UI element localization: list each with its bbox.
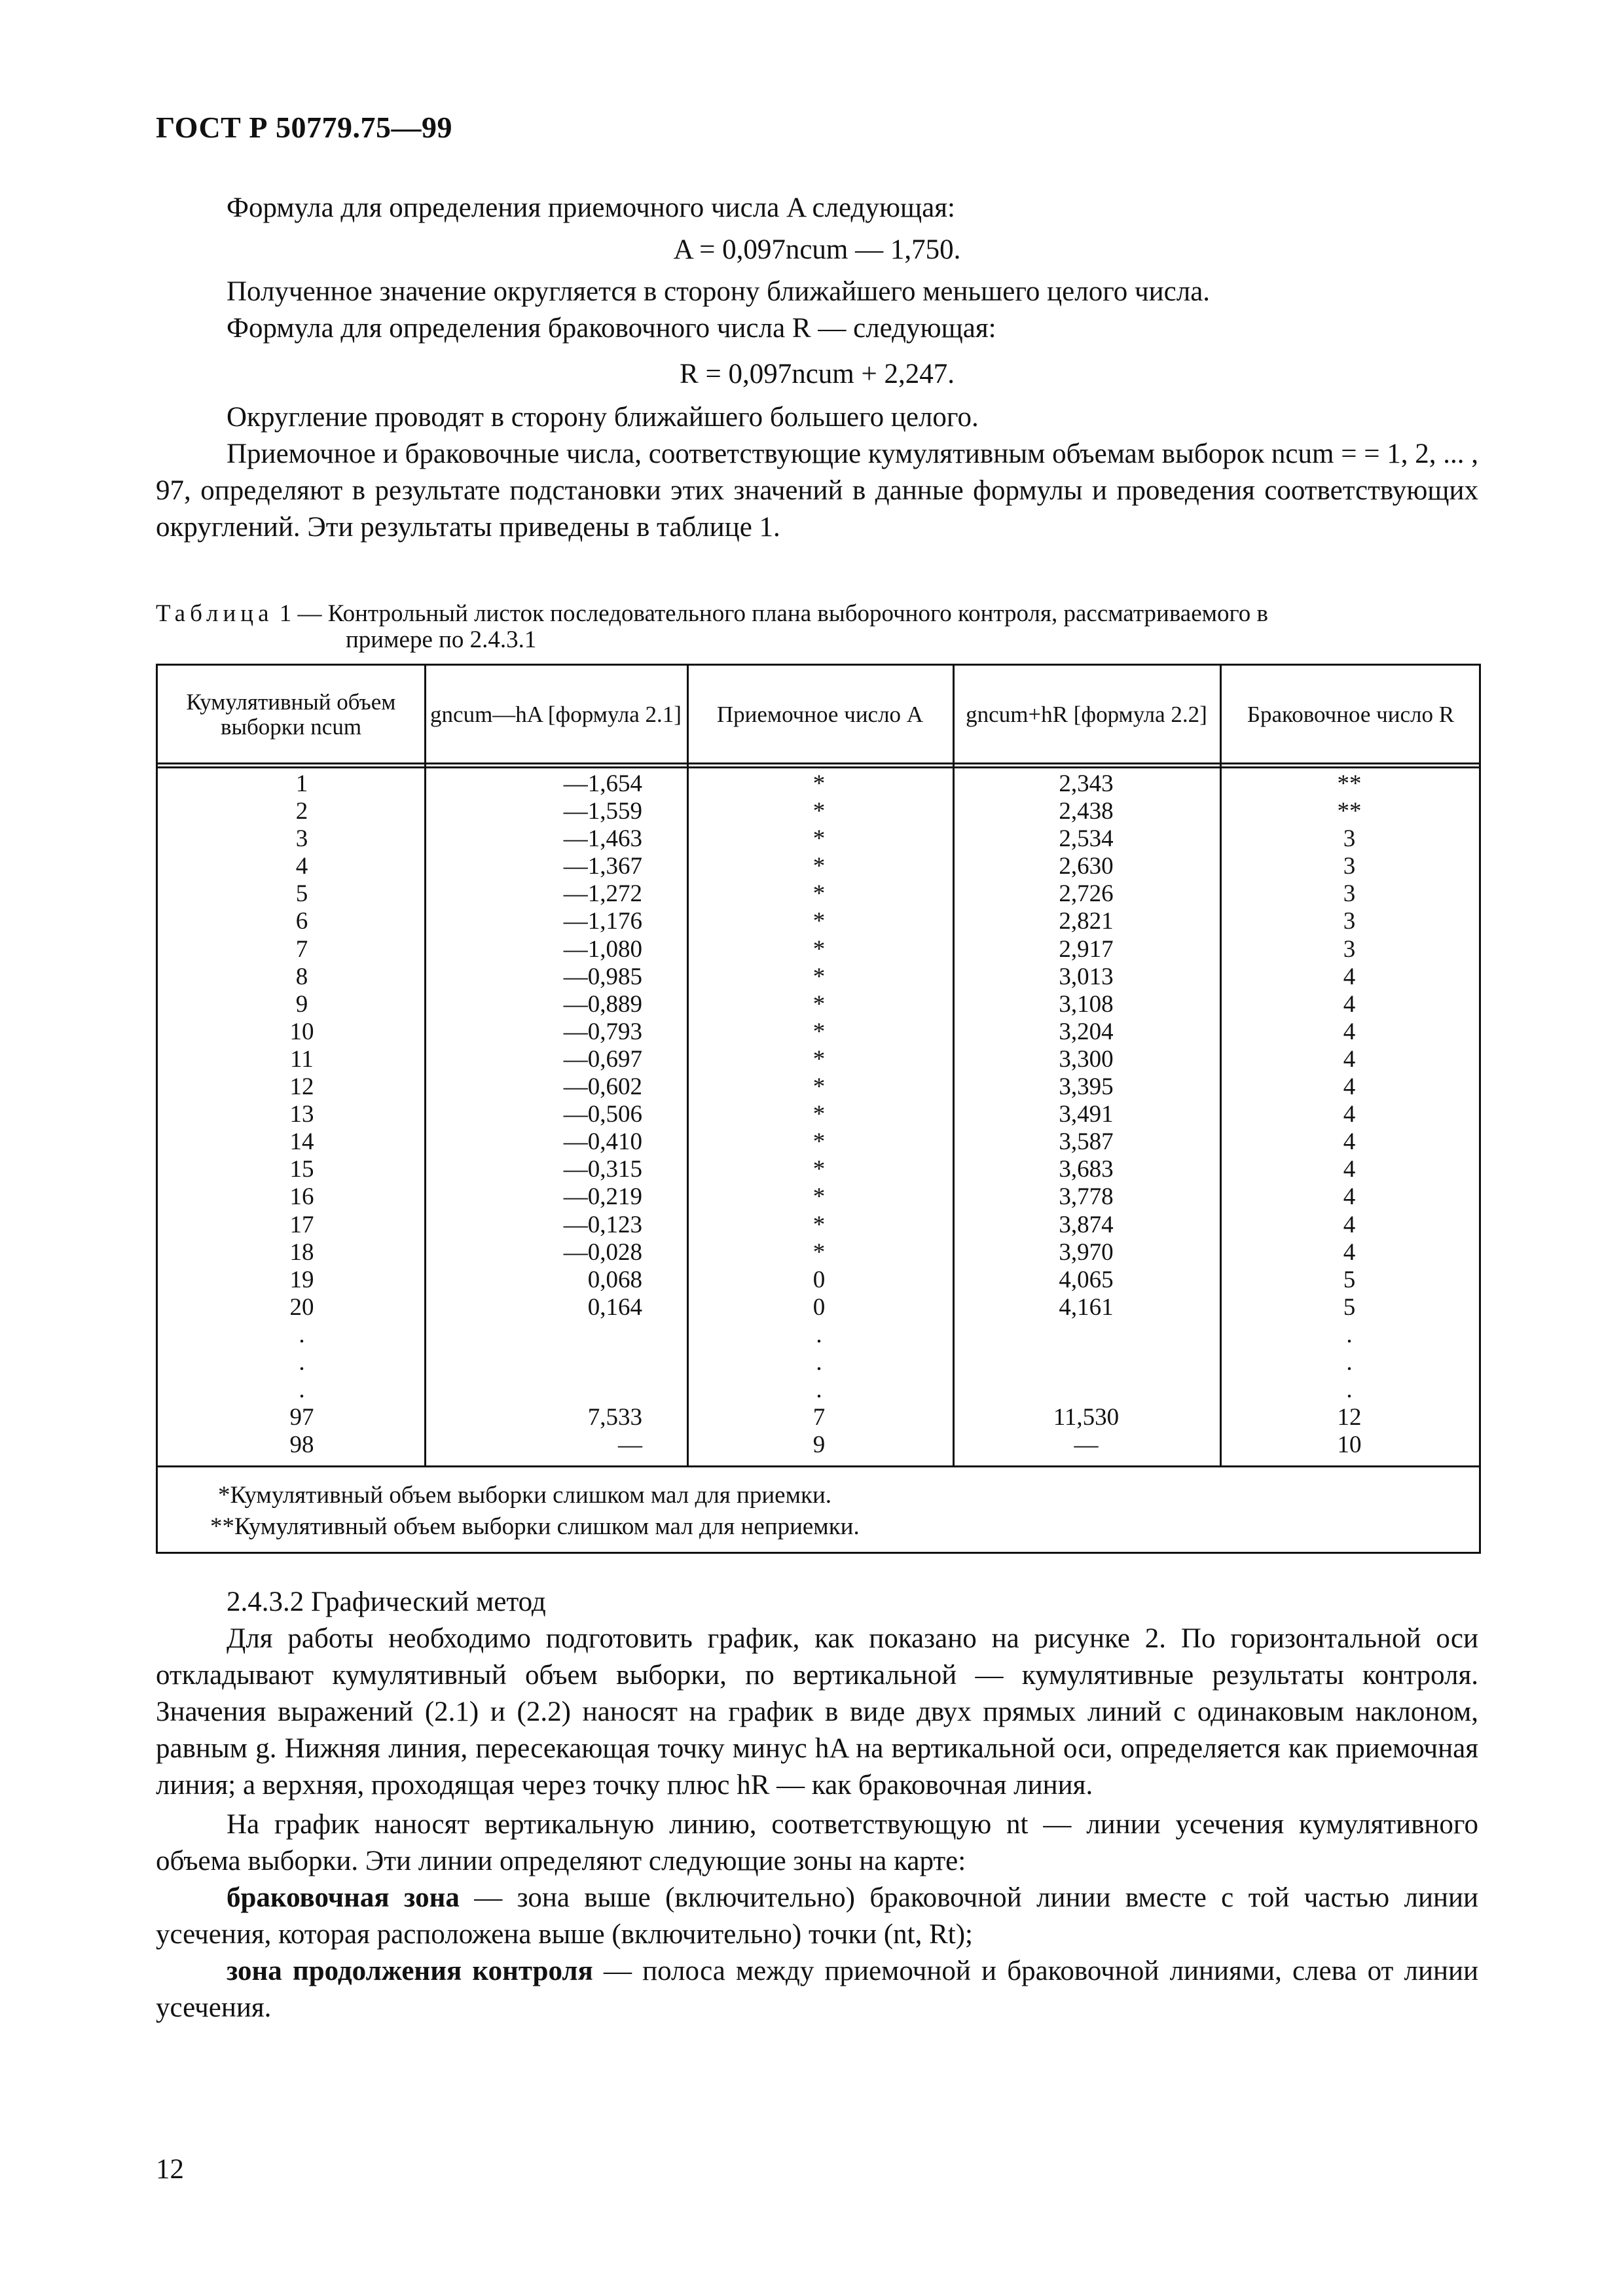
table-cell: 2,343 — [1059, 770, 1114, 797]
intro-section — [156, 190, 1478, 546]
table-cell: . — [1346, 1376, 1353, 1404]
table-cell: . — [816, 1321, 822, 1348]
graphic-method-section — [156, 1584, 1478, 2026]
intro-paragraph-4: Округление проводят в сторону ближайшего большего целого. — [227, 402, 979, 433]
table-cell: 9 — [295, 990, 308, 1018]
table-cell: * — [812, 770, 826, 797]
table-cell: —1,559 — [563, 798, 642, 825]
table-cell: 3,300 — [1059, 1045, 1114, 1073]
table-cell: . — [1346, 1321, 1353, 1348]
table-cell: 3,395 — [1059, 1073, 1114, 1101]
table-cell: 4 — [1343, 1101, 1356, 1128]
table-cell: 3,587 — [1059, 1128, 1114, 1156]
table-cell: — — [1074, 1431, 1099, 1459]
table-cell: * — [812, 1156, 826, 1183]
table-cell: 4 — [1343, 1183, 1356, 1211]
table-cell: * — [812, 880, 826, 908]
table-cell: —0,410 — [563, 1128, 642, 1156]
table-cell: * — [812, 1045, 826, 1073]
table-cell: 5 — [295, 880, 308, 908]
table-cell: 0,164 — [587, 1293, 642, 1321]
table-cell: * — [812, 798, 826, 825]
table-cell: —1,367 — [563, 853, 642, 880]
table-cell: 7,533 — [587, 1404, 642, 1431]
table-cell: 0 — [812, 1293, 826, 1321]
table-cell: 14 — [289, 1128, 314, 1156]
table-cell: . — [299, 1348, 305, 1376]
table-cell: 3,874 — [1059, 1211, 1114, 1238]
table-cell: 3,204 — [1059, 1018, 1114, 1045]
table-cell: * — [812, 990, 826, 1018]
table-cell: 11,530 — [1053, 1404, 1120, 1431]
table-cell: 3,778 — [1059, 1183, 1114, 1211]
table-caption-label: Таблица — [156, 600, 274, 627]
table-cell: —0,985 — [563, 963, 642, 990]
table-cell: 5 — [1343, 1266, 1356, 1293]
table-notes-divider — [158, 1465, 1479, 1467]
table-caption — [156, 601, 1478, 653]
document-header-code: ГОСТ Р 50779.75—99 — [156, 111, 452, 144]
term-rejection-zone: браковочная зона — [227, 1882, 460, 1913]
table-cell: 3,013 — [1059, 963, 1114, 990]
table-cell: —1,272 — [563, 880, 642, 908]
table-header-rejection-number: Браковочное число R — [1247, 702, 1455, 727]
table-cell: 4 — [1343, 1156, 1356, 1183]
table-cell: 17 — [289, 1211, 314, 1238]
table-cell: 2 — [295, 798, 308, 825]
table-cell: 3 — [1343, 825, 1356, 853]
table-cell: 6 — [295, 908, 308, 935]
formula-rejection: R = 0,097ncum + 2,247. — [680, 359, 955, 389]
table-cell: 15 — [289, 1156, 314, 1183]
table-cell: 2,534 — [1059, 825, 1114, 853]
table-cell: 4 — [1343, 990, 1356, 1018]
table-cell: ** — [1337, 770, 1362, 797]
table-header-cumulative-size: Кумулятивный объем выборки ncum — [186, 689, 396, 740]
table-cell: 2,630 — [1059, 853, 1114, 880]
table-cell: 2,726 — [1059, 880, 1114, 908]
table-caption-text: 1 — Контрольный листок последовательного плана выборочного контроля, рассматриваемого в — [279, 600, 1269, 627]
table-cell: * — [812, 1211, 826, 1238]
table-cell: 8 — [295, 963, 308, 990]
table-cell: 3,108 — [1059, 990, 1114, 1018]
table-cell: 3 — [1343, 908, 1356, 935]
table-column-cumulative-size — [158, 770, 446, 1459]
intro-paragraph-3: Формула для определения браковочного числа R — следующая: — [227, 313, 996, 344]
table-cell — [942, 1376, 1230, 1404]
table-cell: 2,821 — [1059, 908, 1114, 935]
table-cell: 13 — [289, 1101, 314, 1128]
table-cell: * — [812, 963, 826, 990]
table-cell: * — [812, 853, 826, 880]
table-cell: 20 — [289, 1293, 314, 1321]
table-cell: —0,602 — [563, 1073, 642, 1101]
table-cell: 9 — [812, 1431, 826, 1459]
table-cell: 3 — [295, 825, 308, 853]
table-cell: . — [1346, 1348, 1353, 1376]
table-cell: —0,793 — [563, 1018, 642, 1045]
table-cell: 19 — [289, 1266, 314, 1293]
table-note-1: *Кумулятивный объем выборки слишком мал для приемки. — [218, 1482, 832, 1509]
table-cell: * — [812, 1101, 826, 1128]
table-cell: 2,917 — [1059, 935, 1114, 963]
table-cell: 3 — [1343, 935, 1356, 963]
table-cell: 0,068 — [587, 1266, 642, 1293]
table-cell: * — [812, 1128, 826, 1156]
table-cell: . — [299, 1321, 305, 1348]
table-cell: . — [299, 1376, 305, 1404]
table-cell: * — [812, 825, 826, 853]
table-cell: * — [812, 908, 826, 935]
table-cell: 4 — [1343, 1018, 1356, 1045]
table-cell: — — [618, 1431, 642, 1459]
table-cell: —0,028 — [563, 1238, 642, 1266]
table-header-acceptance-number: Приемочное число A — [716, 702, 924, 727]
table-cell: 1 — [295, 770, 308, 797]
table-cell: 7 — [295, 935, 308, 963]
table-cell: 4 — [1343, 1238, 1356, 1266]
table-cell: —0,506 — [563, 1101, 642, 1128]
table-cell: —1,080 — [563, 935, 642, 963]
table-cell: 4 — [1343, 1128, 1356, 1156]
table-header-formula-2-1: gncum—hA [формула 2.1] — [430, 702, 682, 727]
table-cell: ** — [1337, 798, 1362, 825]
table-header-divider-double — [158, 766, 1479, 768]
table-cell: 4 — [295, 853, 308, 880]
table-column-rejection-number — [1205, 770, 1493, 1459]
table-cell — [446, 1349, 642, 1376]
table-cell: * — [812, 1238, 826, 1266]
table-cell: 11 — [290, 1045, 314, 1073]
table-cell: 98 — [289, 1431, 314, 1459]
table-note-2: **Кумулятивный объем выборки слишком мал для неприемки. — [210, 1513, 860, 1540]
table-cell: * — [812, 935, 826, 963]
table-cell: 4,161 — [1059, 1293, 1114, 1321]
results-table — [156, 664, 1481, 1554]
table-cell: 4 — [1343, 963, 1356, 990]
table-cell: 3,970 — [1059, 1238, 1114, 1266]
section-paragraph-2: На график наносят вертикальную линию, соответствующую nt — линии усечения кумулятивного объема выборки. Эти линии определяют следующие зоны на карте: — [156, 1809, 1478, 1876]
table-column-formula-2-1 — [446, 770, 642, 1459]
intro-paragraph-2: Полученное значение округляется в сторону ближайшего меньшего целого числа. — [227, 276, 1211, 307]
section-title: 2.4.3.2 Графический метод — [227, 1587, 546, 1617]
intro-paragraph-5: Приемочное и браковочные числа, соответствующие кумулятивным объемам выборок ncum = = 1, 2, ... , 97, определяют в результате подстановки этих значений в данные формулы и проведения соответствующих округлений. Эти результаты приведены в таблице 1. — [156, 439, 1478, 543]
table-cell: . — [816, 1376, 822, 1404]
section-paragraph-3: браковочная зона — зона выше (включительно) браковочной линии вместе с той частью линии усечения, которая расположена выше (включительно) точки (nt, Rt); — [156, 1882, 1478, 1950]
table-cell: * — [812, 1183, 826, 1211]
table-cell: * — [812, 1018, 826, 1045]
table-cell: 3,683 — [1059, 1156, 1114, 1183]
table-cell: 5 — [1343, 1293, 1356, 1321]
formula-acceptance: A = 0,097ncum — 1,750. — [673, 234, 961, 265]
table-column-formula-2-2 — [942, 770, 1230, 1459]
table-cell: —1,176 — [563, 908, 642, 935]
table-cell: 3,491 — [1059, 1101, 1114, 1128]
page-number: 12 — [156, 2154, 184, 2185]
table-cell: 4,065 — [1059, 1266, 1114, 1293]
table-cell: 3 — [1343, 853, 1356, 880]
table-cell: 10 — [1337, 1431, 1362, 1459]
table-notes — [210, 1480, 860, 1543]
table-cell: —1,463 — [563, 825, 642, 853]
table-cell: 18 — [289, 1238, 314, 1266]
table-cell: 10 — [289, 1018, 314, 1045]
table-cell: —0,697 — [563, 1045, 642, 1073]
table-cell: 3 — [1343, 880, 1356, 908]
table-cell — [942, 1349, 1230, 1376]
table-cell: —0,123 — [563, 1211, 642, 1238]
table-cell: —0,315 — [563, 1156, 642, 1183]
table-cell: 2,438 — [1059, 798, 1114, 825]
section-paragraph-4: зона продолжения контроля — полоса между приемочной и браковочной линиями, слева от линии усечения. — [156, 1956, 1478, 2023]
table-cell: 7 — [812, 1404, 826, 1431]
table-cell: 0 — [812, 1266, 826, 1293]
table-cell: . — [816, 1348, 822, 1376]
table-cell — [446, 1376, 642, 1404]
table-cell: —0,889 — [563, 990, 642, 1018]
section-paragraph-1: Для работы необходимо подготовить график, как показано на рисунке 2. По горизонтальной оси откладывают кумулятивный объем выборки, по вертикальной — кумулятивные результаты контроля. Значения выражений (2.1) и (2.2) наносят на график в виде двух прямых линий с одинаковым наклоном, равным g. Нижняя линия, пересекающая точку минус hA на вертикальной оси, определяется как приемочная линия; а верхняя, проходящая через точку плюс hR — как браковочная линия. — [156, 1623, 1478, 1801]
table-cell: 12 — [1337, 1404, 1362, 1431]
table-cell: —1,654 — [563, 770, 642, 797]
table-cell: 4 — [1343, 1045, 1356, 1073]
table-cell — [942, 1321, 1230, 1349]
table-header-formula-2-2: gncum+hR [формула 2.2] — [966, 702, 1207, 727]
table-cell — [446, 1321, 642, 1349]
term-continuation-zone: зона продолжения контроля — [227, 1956, 593, 1986]
table-cell: 12 — [289, 1073, 314, 1101]
table-cell: * — [812, 1073, 826, 1101]
table-cell: 4 — [1343, 1073, 1356, 1101]
table-caption-continuation: примере по 2.4.3.1 — [346, 626, 537, 653]
table-cell: 4 — [1343, 1211, 1356, 1238]
table-cell: 97 — [289, 1404, 314, 1431]
intro-paragraph-1: Формула для определения приемочного числа A следующая: — [227, 192, 955, 223]
table-cell: 16 — [289, 1183, 314, 1211]
table-cell: —0,219 — [563, 1183, 642, 1211]
table-column-acceptance-number — [675, 770, 963, 1459]
